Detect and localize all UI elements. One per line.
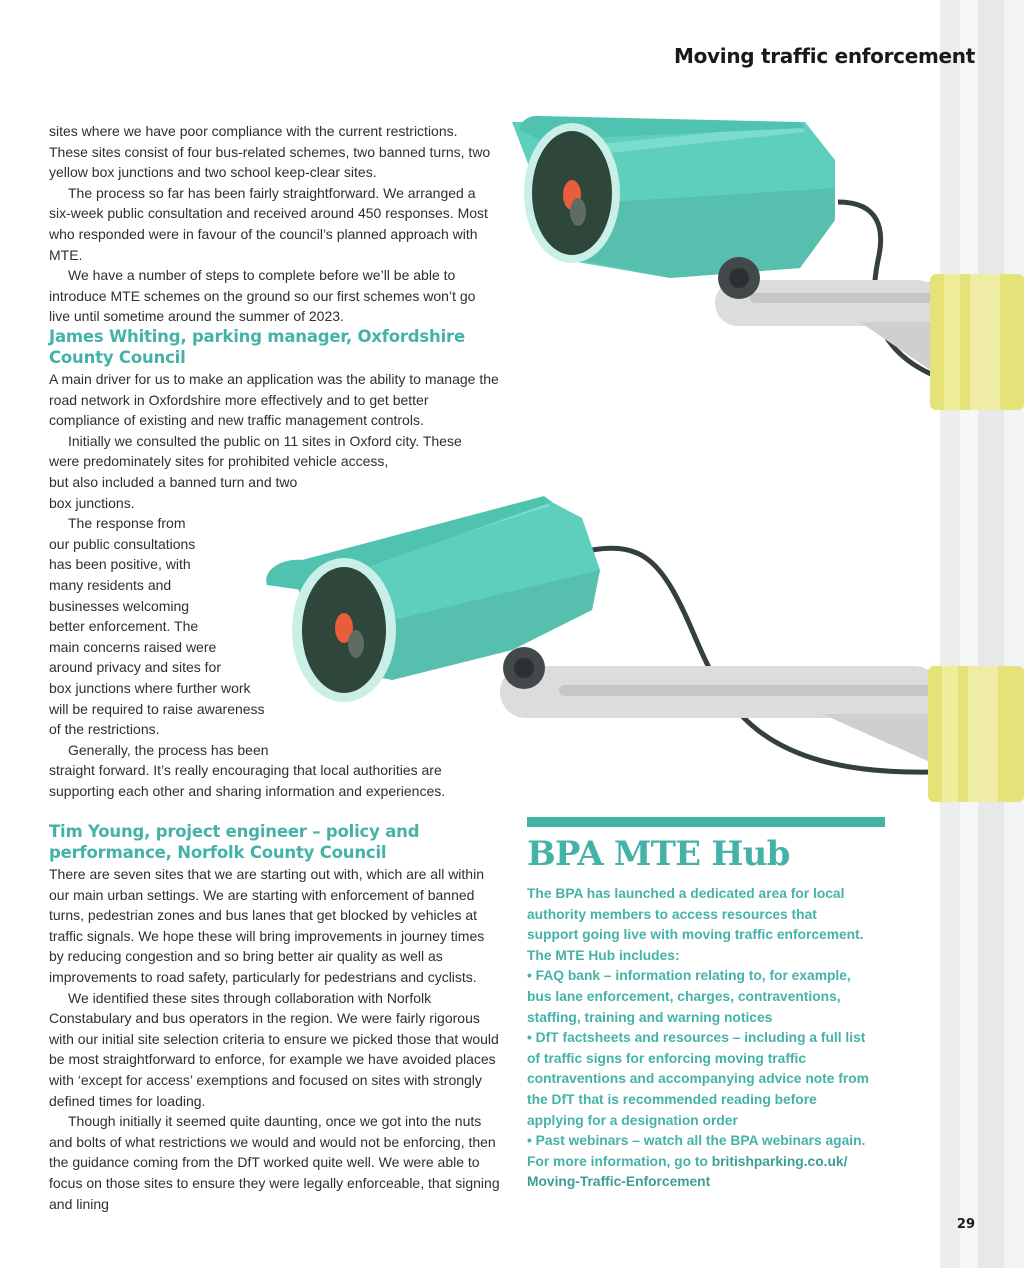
text-line: businesses welcoming [49,597,190,614]
text-line: better enforcement. The [49,618,199,635]
text-line: The response from [68,515,186,532]
oxfordshire-heading: James Whiting, parking manager, Oxfordshire County Council [49,327,465,367]
norfolk-heading [49,822,509,863]
section-title: Moving traffic enforcement [674,44,975,68]
oxfordshire-text [49,369,499,801]
text-line: box junctions where further work [49,679,251,696]
norfolk-text [49,864,501,1214]
text-line: Generally, the process has been [68,741,269,758]
hub-bullet: • DfT factsheets and resources – including a full list of traffic signs for enforcing moving traffic contraventions and accompanying advice note from the DfT that is recommended reading before applying for a designation order [527,1030,869,1128]
page-number: 29 [956,1217,975,1232]
text-line: around privacy and sites for [49,659,221,676]
heading-line: Tim Young, project engineer – policy and [49,822,420,841]
text-line: main concerns raised were [49,638,217,655]
hub-link[interactable]: britishparking.co.uk/ Moving-Traffic-Enforcement [527,1153,848,1190]
paragraph: The process so far has been fairly straightforward. We arranged a six-week public consultation and received around 450 responses. Most who responded were in favour of the council’s planned approach with MTE. [49,184,488,263]
text-line: were predominately sites for prohibited vehicle access, [49,453,389,470]
hub-intro: The BPA has launched a dedicated area for local authority members to access resources that support going live with moving traffic enforcement. The MTE Hub includes: [527,886,864,963]
text-line: box junctions. [49,494,135,511]
paragraph: A main driver for us to make an application was the ability to manage the road network in Oxfordshire more effectively and to get better compliance of existing and new traffic management controls. [49,371,499,429]
heading-line: performance, Norfolk County Council [49,842,387,862]
text-line: our public consultations [49,535,196,552]
hub-divider-bar [527,817,885,827]
hub-more-info [527,1152,872,1193]
paragraph: There are seven sites that we are starting out with, which are all within our main urban settings. We are starting with enforcement of banned turns, pedestrian zones and bus lanes that get blocked by vehicles at traffic signals. We hope these will bring improvements in journey times by reducing congestion and so bring better air quality as well as improvements to road safety, particularly for pedestrians and cyclists. [49,866,485,985]
paragraph: We identified these sites through collaboration with Norfolk Constabulary and bus operators in the region. We were fairly rigorous with our initial site selection criteria to ensure we picked those that would be most straightforward to enforce, for example we have avoided places with ‘except for access’ exemptions and focused on sites with strongly defined times for loading. [49,989,499,1109]
cctv-camera-illustration-top [500,110,1024,415]
intro-text [49,121,499,327]
text-line: has been positive, with [49,556,191,573]
text-line: Initially we consulted the public on 11 sites in Oxford city. These [68,432,462,449]
hub-bullet: • FAQ bank – information relating to, for example, bus lane enforcement, charges, contraventions, staffing, training and warning notices [527,968,851,1025]
text-line: supporting each other and sharing information and experiences. [49,782,446,799]
more-info-text: For more information, go to [527,1153,712,1169]
paragraph: sites where we have poor compliance with the current restrictions. These sites consist of four bus-related schemes, two banned turns, two yellow box junctions and two school keep-clear sites. [49,123,491,181]
text-line: straight forward. It’s really encouraging that local authorities are [49,762,442,779]
hub-title: BPA MTE Hub [527,834,790,874]
hub-body [527,884,872,1193]
hub-bullet: • Past webinars – watch all the BPA webinars again. [527,1133,866,1149]
paragraph: Though initially it seemed quite daunting, once we got into the nuts and bolts of what restrictions we would and would not be enforcing, then the guidance coming from the DfT worked quite well. We were able to focus on those sites to ensure they were legally enforceable, that signing and lining [49,1113,500,1212]
paragraph: We have a number of steps to complete before we’ll be able to introduce MTE schemes on the ground so our first schemes won’t go live until sometime around the summer of 2023. [49,267,476,325]
text-line: but also included a banned turn and two [49,473,298,490]
text-line: many residents and [49,576,172,593]
text-line: of the restrictions. [49,721,160,738]
text-line: will be required to raise awareness [49,700,265,717]
